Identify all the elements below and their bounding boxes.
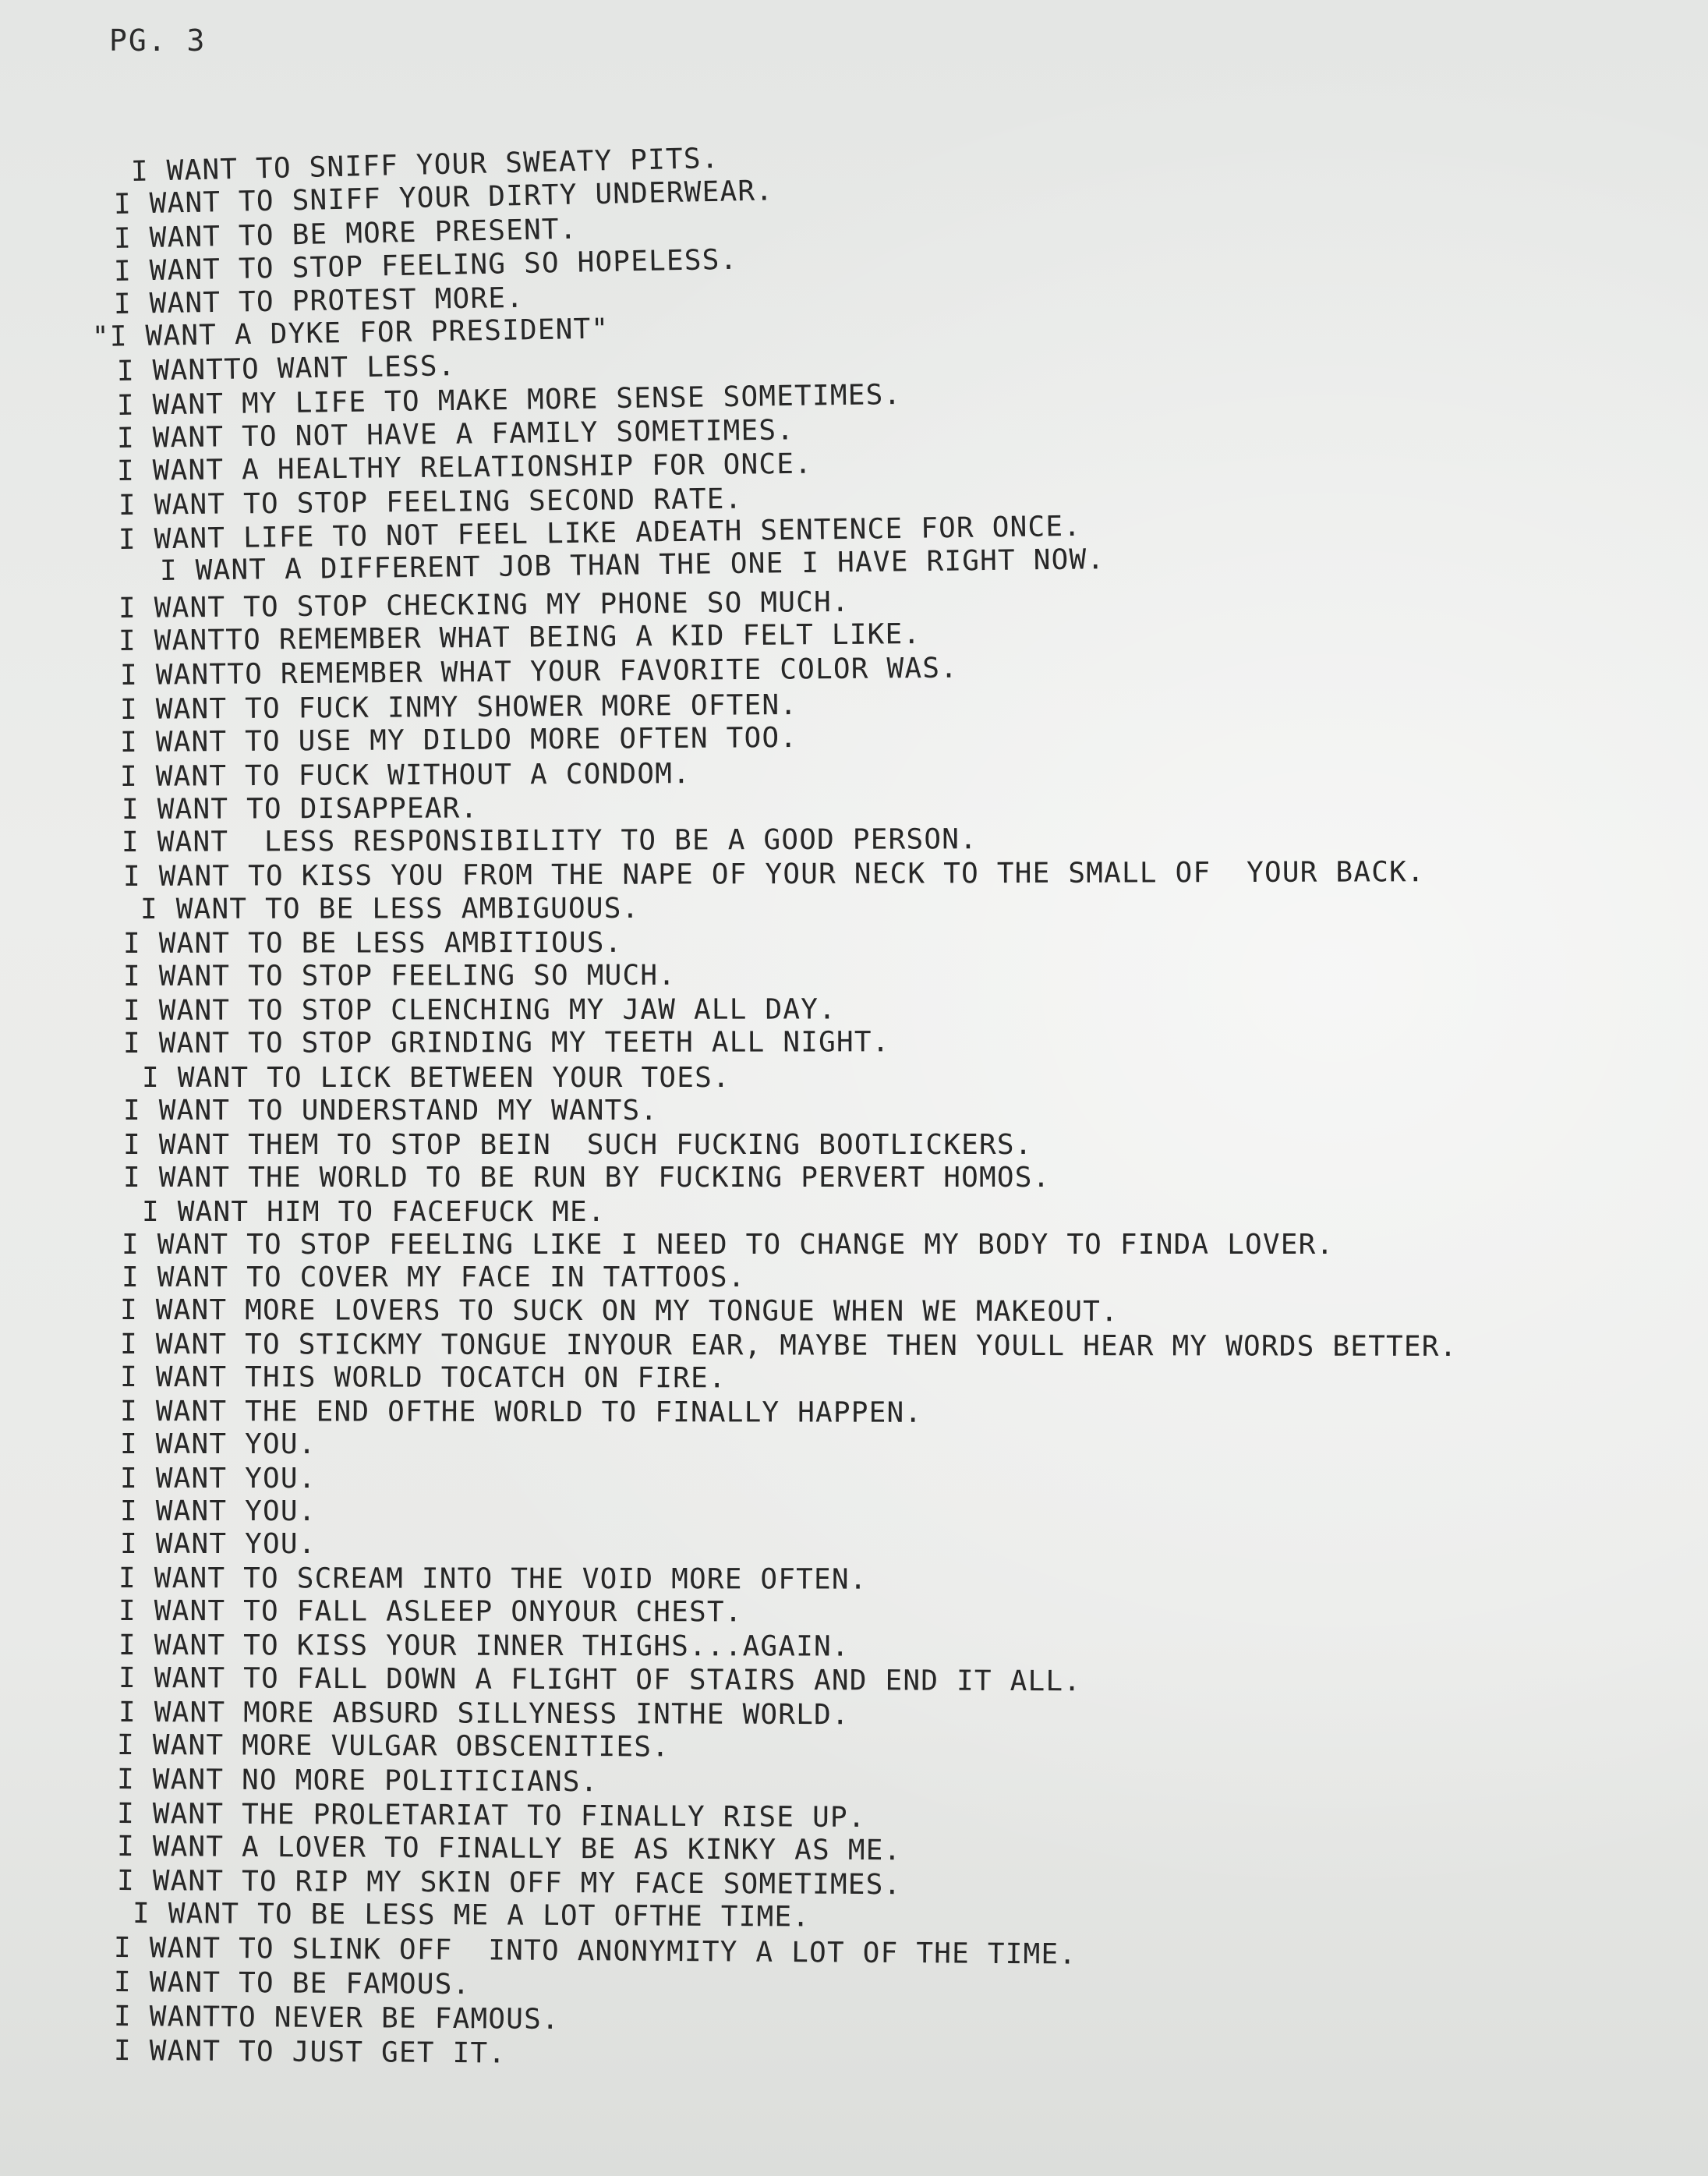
- typed-line: I WANT TO JUST GET IT.: [113, 2035, 507, 2070]
- typed-line: "I WANT A DYKE FOR PRESIDENT": [91, 313, 610, 353]
- typed-line: I WANT TO STOP FEELING SO MUCH.: [122, 959, 677, 992]
- typed-line: I WANTTO REMEMBER WHAT YOUR FAVORITE COLOR WAS.: [119, 652, 959, 692]
- typed-line: I WANT TO SCREAM INTO THE VOID MORE OFTEN.: [118, 1562, 868, 1596]
- typed-line: I WANT MY LIFE TO MAKE MORE SENSE SOMETIMES.: [116, 378, 902, 422]
- typed-line: I WANT TO PROTEST MORE.: [113, 281, 525, 320]
- typed-line: I WANT TO STICKMY TONGUE INYOUR EAR, MAYBE THEN YOULL HEAR MY WORDS BETTER.: [119, 1329, 1458, 1363]
- typed-line: I WANT TO COVER MY FACE IN TATTOOS.: [122, 1261, 746, 1293]
- typed-line: I WANT A HEALTHY RELATIONSHIP FOR ONCE.: [116, 448, 813, 487]
- typed-line: I WANT A DIFFERENT JOB THAN THE ONE I HAVE RIGHT NOW.: [159, 543, 1105, 587]
- typed-line: I WANT MORE ABSURD SILLYNESS INTHE WORLD.: [118, 1697, 850, 1732]
- typed-line: I WANT TO KISS YOUR INNER THIGHS...AGAIN.: [118, 1629, 850, 1663]
- typed-line: I WANT THE PROLETARIAT TO FINALLY RISE UP.: [116, 1798, 866, 1835]
- typed-line: I WANT TO STOP CLENCHING MY JAW ALL DAY.: [122, 993, 836, 1027]
- typed-line: I WANT TO FUCK WITHOUT A CONDOM.: [119, 758, 691, 793]
- typed-line: I WANT TO BE LESS AMBIGUOUS.: [140, 892, 640, 925]
- typed-line: I WANT TO STOP CHECKING MY PHONE SO MUCH.: [118, 586, 850, 624]
- typed-line: I WANT YOU.: [120, 1428, 316, 1460]
- typed-line: I WANT TO BE LESS AMBITIOUS.: [122, 926, 623, 960]
- typed-line: I WANT NO MORE POLITICIANS.: [116, 1764, 599, 1799]
- typed-line: I WANT TO STOP FEELING LIKE I NEED TO CHANGE MY BODY TO FINDA LOVER.: [122, 1229, 1335, 1261]
- typed-line: I WANT TO RIP MY SKIN OFF MY FACE SOMETIMES.: [116, 1865, 902, 1902]
- typed-line: I WANT YOU.: [120, 1463, 316, 1495]
- typed-line: I WANT TO FALL ASLEEP ONYOUR CHEST.: [118, 1595, 743, 1629]
- typed-line: I WANT THE WORLD TO BE RUN BY FUCKING PERVERT HOMOS.: [123, 1162, 1051, 1194]
- typed-line: I WANT TO KISS YOU FROM THE NAPE OF YOUR NECK TO THE SMALL OF YOUR BACK.: [122, 856, 1425, 893]
- typed-line: I WANTTO NEVER BE FAMOUS.: [113, 2001, 560, 2036]
- typed-line: I WANT TO NOT HAVE A FAMILY SOMETIMES.: [116, 414, 795, 455]
- typed-line: I WANT TO SNIFF YOUR DIRTY UNDERWEAR.: [113, 175, 774, 221]
- typed-line: I WANT TO STOP GRINDING MY TEETH ALL NIGHT.: [122, 1026, 890, 1060]
- typed-line: I WANT TO DISAPPEAR.: [121, 792, 479, 826]
- typed-line: I WANT MORE LOVERS TO SUCK ON MY TONGUE WHEN WE MAKEOUT.: [119, 1294, 1119, 1329]
- typed-line: I WANT TO FUCK INMY SHOWER MORE OFTEN.: [119, 688, 798, 726]
- typed-line: I WANT THE END OFTHE WORLD TO FINALLY HAPPEN.: [119, 1396, 923, 1429]
- typed-line: I WANT YOU.: [120, 1528, 316, 1560]
- page-number: PG. 3: [109, 23, 207, 58]
- typed-line: I WANT HIM TO FACEFUCK ME.: [142, 1196, 606, 1228]
- typed-line: I WANTTO WANT LESS.: [116, 350, 456, 387]
- typed-line: I WANT TO STOP FEELING SO HOPELESS.: [113, 243, 738, 288]
- typed-line: I WANT TO UNDERSTAND MY WANTS.: [123, 1095, 659, 1127]
- typed-line: I WANT A LOVER TO FINALLY BE AS KINKY AS ME.: [116, 1831, 902, 1867]
- typed-line: I WANTTO REMEMBER WHAT BEING A KID FELT LIKE.: [118, 618, 921, 657]
- typed-line: I WANT THIS WORLD TOCATCH ON FIRE.: [119, 1361, 727, 1395]
- typed-line: I WANT LESS RESPONSIBILITY TO BE A GOOD PERSON.: [121, 823, 978, 858]
- typed-line: I WANT TO SLINK OFF INTO ANONYMITY A LOT OF THE TIME.: [113, 1932, 1077, 1971]
- typed-line: I WANT TO BE LESS ME A LOT OFTHE TIME.: [132, 1898, 811, 1934]
- typed-line: I WANT TO BE MORE PRESENT.: [113, 213, 578, 255]
- typed-line: I WANT THEM TO STOP BEIN SUCH FUCKING BOOTLICKERS.: [123, 1129, 1033, 1161]
- typed-line: I WANT LIFE TO NOT FEEL LIKE ADEATH SENTENCE FOR ONCE.: [118, 510, 1082, 556]
- typed-line: I WANT TO FALL DOWN A FLIGHT OF STAIRS AND END IT ALL.: [118, 1662, 1082, 1698]
- typed-line: I WANT TO USE MY DILDO MORE OFTEN TOO.: [119, 721, 798, 759]
- typed-line: I WANT MORE VULGAR OBSCENITIES.: [116, 1729, 670, 1764]
- typed-line: I WANT TO STOP FEELING SECOND RATE.: [118, 483, 743, 522]
- typed-line: I WANT YOU.: [120, 1495, 316, 1527]
- typed-line: I WANT TO LICK BETWEEN YOUR TOES.: [142, 1062, 730, 1094]
- typed-line: I WANT TO SNIFF YOUR SWEATY PITS.: [130, 142, 720, 188]
- typed-line: I WANT TO BE FAMOUS.: [113, 1966, 471, 2001]
